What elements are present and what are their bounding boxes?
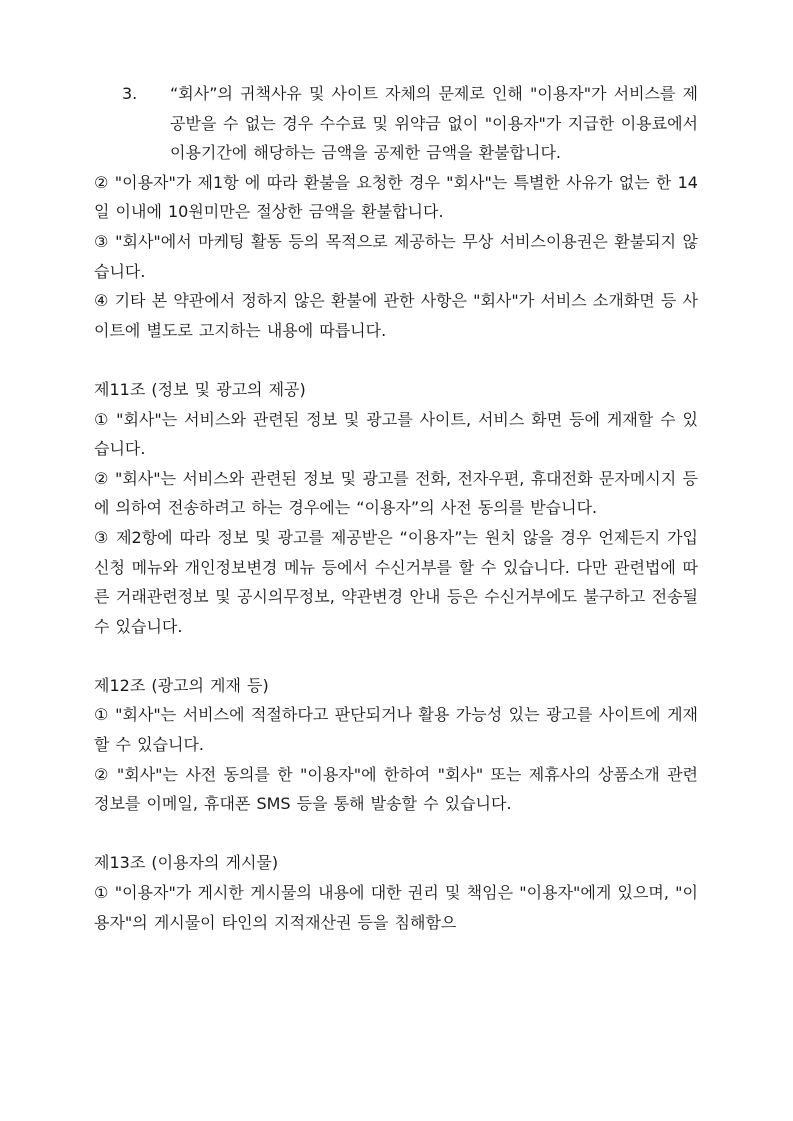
article-11-paragraph-1: ① "회사"는 서비스와 관련된 정보 및 광고를 사이트, 서비스 화면 등에 게재할 수 있습니다. xyxy=(94,409,698,459)
item-number: 3. xyxy=(122,84,138,103)
article-11-paragraph-3: ③ 제2항에 따라 정보 및 광고를 제공받은 “이용자”는 원치 않을 경우 언제든지 가입신청 메뉴와 개인정보변경 메뉴 등에서 수신거부를 할 수 있습니다. 다만 관련법에 따른 거래관련정보 및 공시의무정보, 약관변경 안내 등은 수신거부에도 불구하고 전송될 수 있습니다. xyxy=(94,527,698,636)
refund-item-3 xyxy=(94,79,698,168)
article-12-title: 제12조 (광고의 게재 등) xyxy=(94,675,269,695)
refund-paragraph-4: ④ 기타 본 약관에서 정하지 않은 환불에 관한 사항은 "회사"가 서비스 소개화면 등 사이트에 별도로 고지하는 내용에 따릅니다. xyxy=(94,291,698,340)
section-gap xyxy=(94,641,698,671)
article-11-paragraph-2: ② "회사"는 서비스와 관련된 정보 및 광고를 전화, 전자우편, 휴대전화 문자메시지 등에 의하여 전송하려고 하는 경우에는 “이용자”의 사전 동의를 받습니다. xyxy=(94,468,698,518)
item-text: “회사”의 귀책사유 및 사이트 자체의 문제로 인해 "이용자"가 서비스를 제공받을 수 없는 경우 수수료 및 위약금 없이 "이용자"가 지급한 이용료에서 이용기간에 해당하는 금액을 공제한 금액을 환불합니다. xyxy=(170,84,698,163)
article-12-paragraph-2: ② "회사"는 사전 동의를 한 "이용자"에 한하여 "회사" 또는 제휴사의 상품소개 관련정보를 이메일, 휴대폰 SMS 등을 통해 발송할 수 있습니다. xyxy=(94,764,698,814)
refund-paragraph-3: ③ "회사"에서 마케팅 활동 등의 목적으로 제공하는 무상 서비스이용권은 환불되지 않습니다. xyxy=(94,231,698,281)
article-13-title: 제13조 (이용자의 게시물) xyxy=(94,853,279,873)
section-gap xyxy=(94,819,698,849)
section-gap xyxy=(94,345,698,375)
article-13-paragraph-1: ① "이용자"가 게시한 게시물의 내용에 대한 권리 및 책임은 "이용자"에게 있으며, "이용자"의 게시물이 타인의 지적재산권 등을 침해함으 xyxy=(94,883,698,932)
refund-paragraph-2: ② "이용자"가 제1항 에 따라 환불을 요청한 경우 "회사"는 특별한 사유가 없는 한 14일 이내에 10원미만은 절상한 금액을 환불합니다. xyxy=(94,172,698,222)
article-12-paragraph-1: ① "회사"는 서비스에 적절하다고 판단되거나 활용 가능성 있는 광고를 사이트에 게재할 수 있습니다. xyxy=(94,705,698,755)
article-11-title: 제11조 (정보 및 광고의 제공) xyxy=(94,379,306,399)
